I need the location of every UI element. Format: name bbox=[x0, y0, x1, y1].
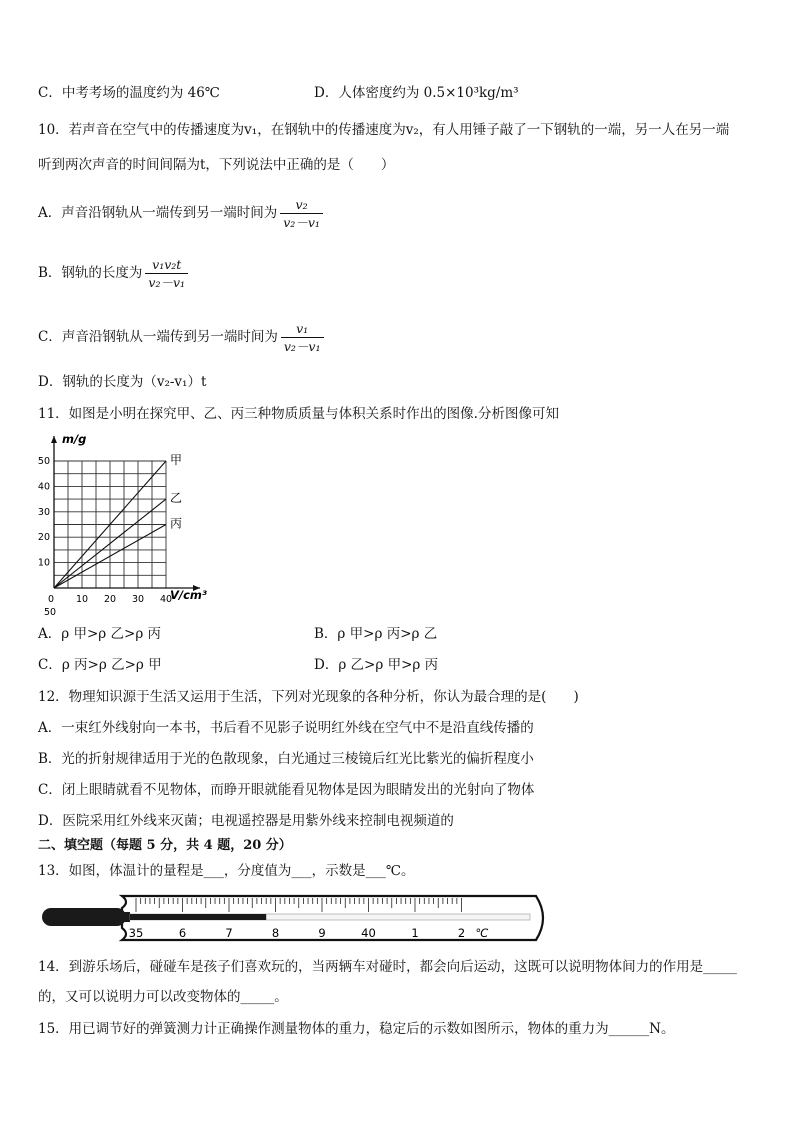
y-tick-label: 40 bbox=[38, 481, 50, 493]
q10-option-b-numerator: v₁v₂t bbox=[152, 257, 182, 272]
thermometer-scale-label: 35 bbox=[128, 926, 144, 940]
q10-option-c-denominator: v₂－v₁ bbox=[281, 337, 324, 354]
thermometer-scale-label: 7 bbox=[225, 926, 233, 940]
q10-option-a bbox=[38, 196, 323, 230]
y-tick-label: 30 bbox=[38, 506, 50, 518]
y-axis-arrow bbox=[51, 436, 57, 443]
q10-option-a-denominator: v₂－v₁ bbox=[280, 213, 323, 230]
q10-option-a-numerator: v₂ bbox=[295, 197, 308, 212]
q10-option-c bbox=[38, 320, 324, 354]
thermometer-scale-label: 40 bbox=[361, 926, 376, 940]
x-axis-label: V/cm³ bbox=[170, 588, 207, 602]
q15-stem: 15．用已调节好的弹簧测力计正确操作测量物体的重力，稳定后的示数如图所示，物体的重力为______N。 bbox=[38, 1021, 675, 1037]
mass-volume-chart bbox=[38, 430, 228, 616]
thermometer-unit-label: ℃ bbox=[475, 926, 489, 940]
series-label: 乙 bbox=[170, 491, 183, 506]
q11-option-c: C．ρ 丙>ρ 乙>ρ 甲 bbox=[38, 657, 162, 673]
q10-option-c-text: C．声音沿钢轨从一端传到另一端时间为 bbox=[38, 329, 278, 345]
q11-option-b: B．ρ 甲>ρ 丙>ρ 乙 bbox=[314, 626, 438, 642]
x-tick-label: 30 bbox=[131, 594, 145, 605]
thermometer-scale-label: 2 bbox=[457, 926, 466, 940]
series-label: 丙 bbox=[170, 516, 183, 531]
series-label: 甲 bbox=[170, 453, 183, 467]
x-tick-label: 0 bbox=[47, 594, 55, 605]
thermometer-bulb bbox=[42, 908, 126, 926]
thermometer-scale-label: 1 bbox=[411, 926, 419, 940]
q13-stem: 13．如图，体温计的量程是___，分度值为___，示数是___℃。 bbox=[38, 863, 415, 879]
q9-option-c: C．中考考场的温度约为 46℃ bbox=[38, 85, 220, 101]
q12-option-c: C．闭上眼睛就看不见物体，而睁开眼就能看见物体是因为眼睛发出的光射向了物体 bbox=[38, 782, 535, 798]
q10-option-b bbox=[38, 256, 188, 290]
thermometer-scale-label: 8 bbox=[271, 926, 280, 940]
q12-option-a: A．一束红外线射向一本书，书后看不见影子说明红外线在空气中不是沿直线传播的 bbox=[38, 720, 534, 736]
q14-stem-line2: 的，又可以说明力可以改变物体的_____。 bbox=[38, 989, 288, 1005]
y-tick-label: 50 bbox=[38, 456, 50, 467]
extra-label: 50 bbox=[43, 607, 57, 616]
q12-option-d: D．医院采用红外线来灭菌；电视遥控器是用紫外线来控制电视频道的 bbox=[38, 813, 454, 829]
q10-option-c-numerator: v₁ bbox=[296, 321, 309, 336]
x-tick-label: 10 bbox=[75, 594, 89, 605]
mercury-column bbox=[130, 914, 266, 920]
thermometer-figure bbox=[36, 888, 556, 948]
q12-option-b: B．光的折射规律适用于光的色散现象，白光通过三棱镜后红光比紫光的偏折程度小 bbox=[38, 751, 534, 767]
q10-option-b-fraction bbox=[145, 257, 188, 290]
thermometer-scale-label: 6 bbox=[178, 926, 187, 940]
y-tick-label: 10 bbox=[38, 557, 50, 569]
thermometer-neck bbox=[120, 912, 130, 922]
q11-option-a: A．ρ 甲>ρ 乙>ρ 丙 bbox=[38, 626, 162, 642]
q10-option-b-text: B．钢轨的长度为 bbox=[38, 265, 143, 281]
q14-stem-line1: 14．到游乐场后，碰碰车是孩子们喜欢玩的，当两辆车对碰时，都会向后运动，这既可以说明物体间力的作用是_____ bbox=[38, 959, 737, 975]
x-tick-label: 20 bbox=[103, 594, 117, 605]
y-tick-label: 20 bbox=[38, 532, 50, 544]
q10-stem-line2: 听到两次声音的时间间隔为t，下列说法中正确的是（ ） bbox=[38, 157, 395, 173]
q10-option-b-denominator: v₂－v₁ bbox=[145, 273, 188, 290]
q12-stem: 12．物理知识源于生活又运用于生活，下列对光现象的各种分析，你认为最合理的是( ) bbox=[38, 689, 579, 705]
q10-option-c-fraction bbox=[281, 321, 324, 354]
y-axis-label: m/g bbox=[62, 432, 87, 446]
q9-option-d: D．人体密度约为 0.5×10³kg/m³ bbox=[314, 85, 519, 101]
section-title: 二、填空题（每题 5 分，共 4 题，20 分） bbox=[38, 838, 292, 853]
q10-option-a-fraction bbox=[280, 197, 323, 230]
q10-option-a-text: A．声音沿钢轨从一端传到另一端时间为 bbox=[38, 205, 278, 221]
q10-stem-line1: 10．若声音在空气中的传播速度为v₁，在钢轨中的传播速度为v₂，有人用锤子敲了一下钢轨的一端，另一人在另一端 bbox=[38, 122, 730, 138]
q11-stem: 11．如图是小明在探究甲、乙、丙三种物质质量与体积关系时作出的图像.分析图像可知 bbox=[38, 406, 559, 422]
x-tick-label: 40 bbox=[159, 594, 173, 605]
thermometer-scale-label: 9 bbox=[318, 926, 326, 940]
q10-option-d: D．钢轨的长度为（v₂-v₁）t bbox=[38, 374, 207, 390]
q11-option-d: D．ρ 乙>ρ 甲>ρ 丙 bbox=[314, 657, 439, 673]
